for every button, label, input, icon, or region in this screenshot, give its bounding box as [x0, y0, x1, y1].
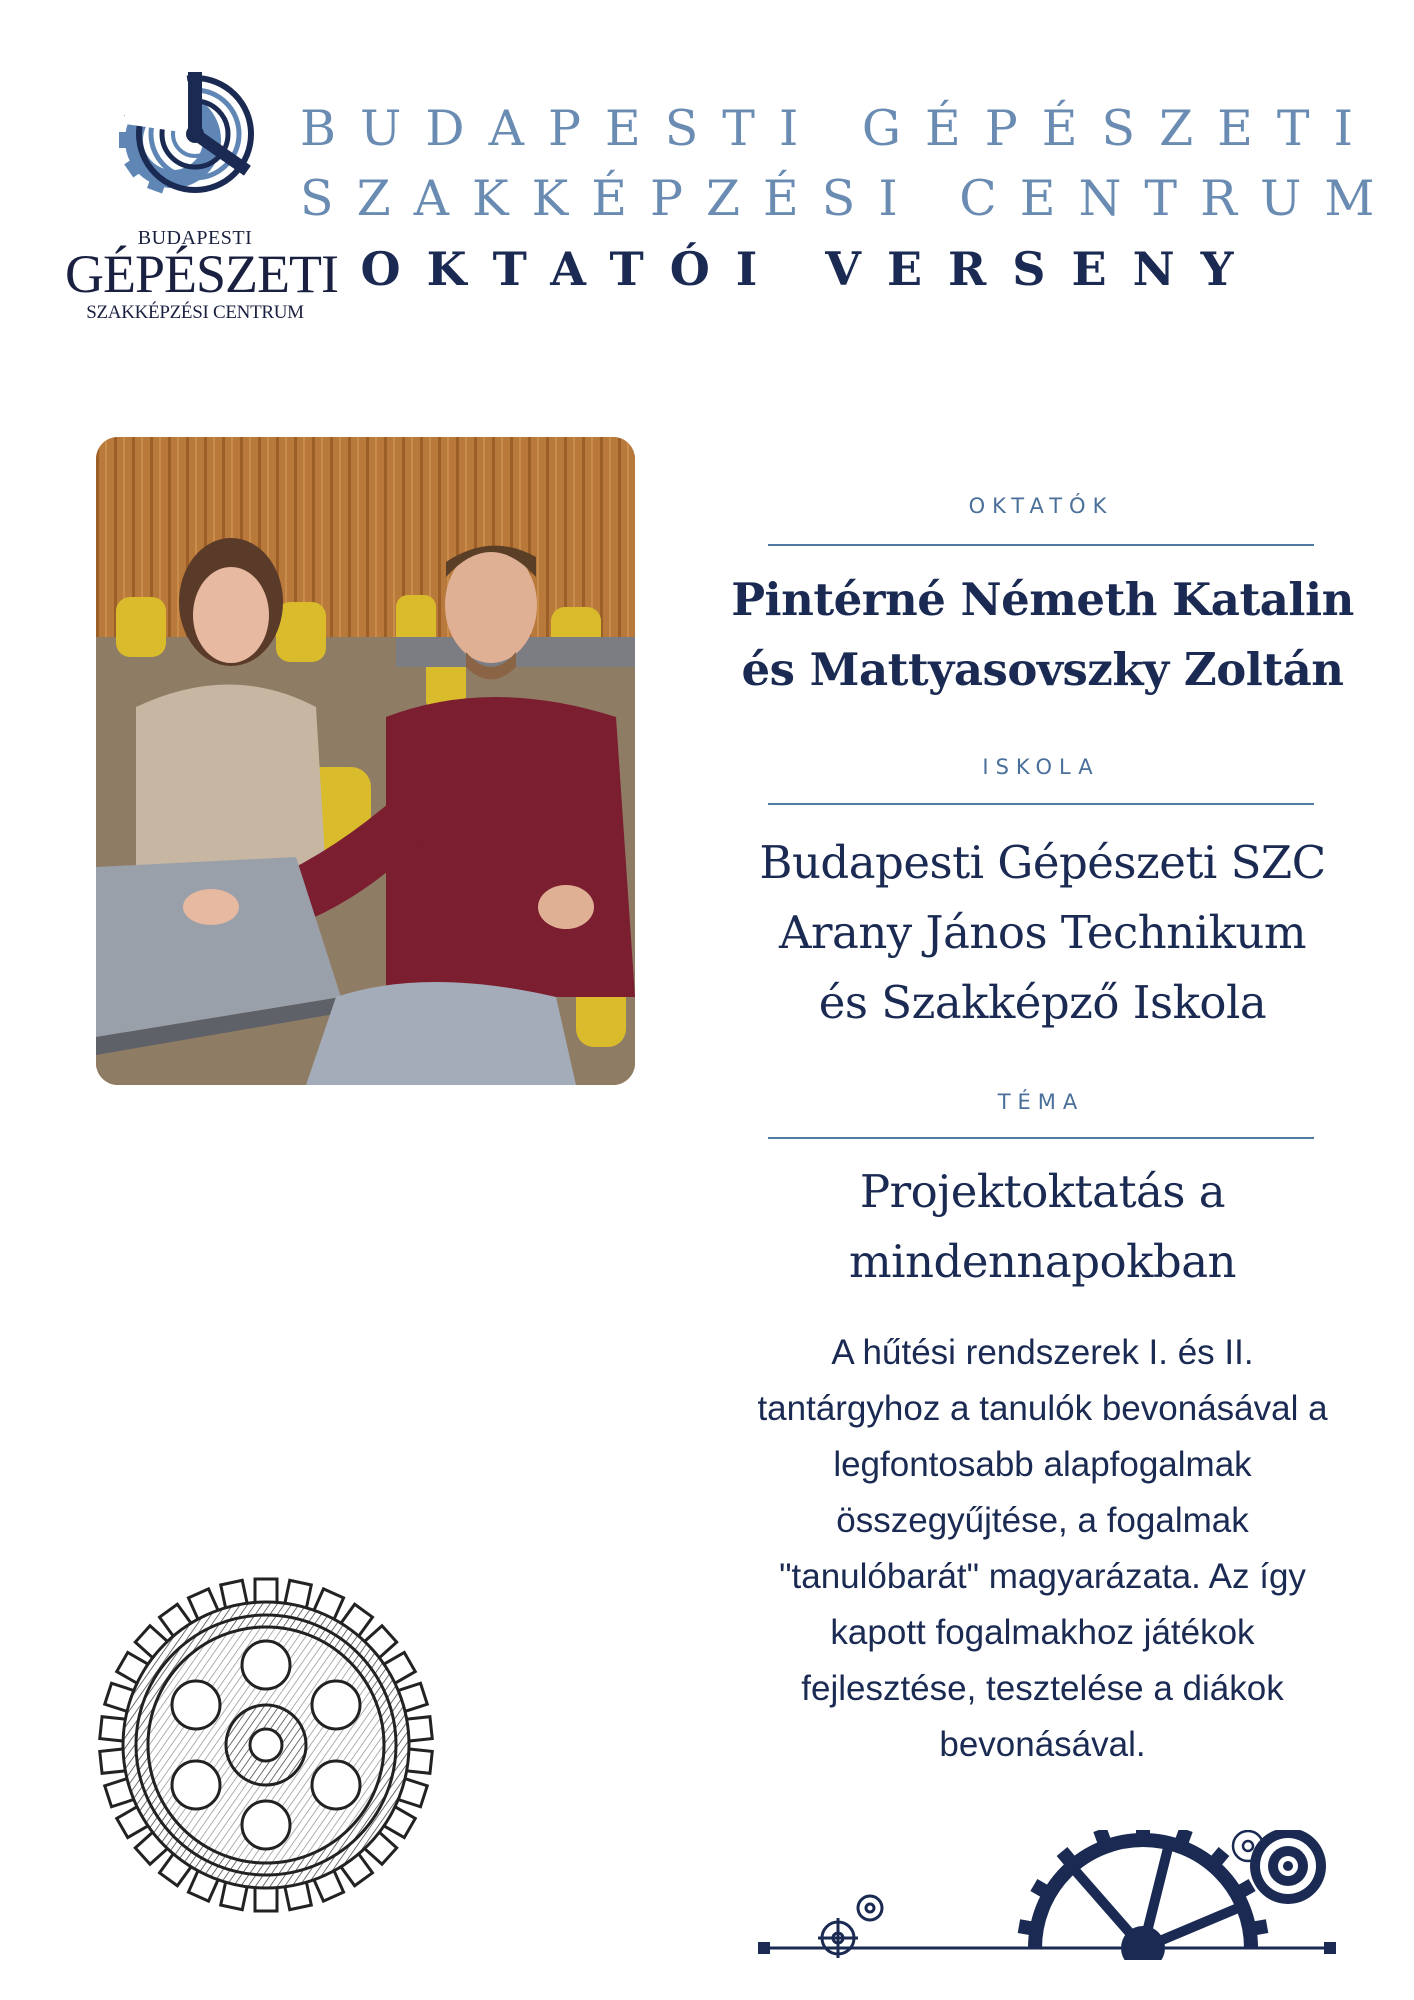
teachers-names: [715, 565, 1370, 705]
divider: [768, 803, 1314, 805]
topic-label: TÉMA: [997, 1090, 1085, 1114]
logo-text-bottom: SZAKKÉPZÉSI CENTRUM: [86, 302, 304, 323]
description-line: kapott fogalmakhoz játékok: [830, 1613, 1255, 1652]
topic-line-1: Projektoktatás a: [859, 1165, 1226, 1218]
school-line-3: és Szakképző Iskola: [818, 976, 1267, 1029]
topic-title: [715, 1157, 1370, 1297]
topic-line-2: mindennapokban: [848, 1235, 1237, 1288]
description-line: legfontosabb alapfogalmak: [833, 1445, 1252, 1484]
logo-text-top: BUDAPESTI: [137, 227, 253, 249]
description-line: tantárgyhoz a tanulók bevonásával a: [757, 1389, 1328, 1428]
description-line: összegyűjtése, a fogalmak: [836, 1501, 1249, 1540]
school-line-2: Arany János Technikum: [778, 906, 1307, 959]
teachers-label: OKTATÓK: [968, 494, 1114, 518]
description-line: A hűtési rendszerek I. és II.: [831, 1333, 1254, 1372]
divider: [768, 544, 1314, 546]
teacher-name-2: és Mattyasovszky Zoltán: [741, 643, 1344, 696]
gear-clock-logo-icon: [65, 72, 325, 232]
teacher-name-1: Pintérné Németh Katalin: [731, 573, 1354, 626]
title-line-1: BUDAPESTI GÉPÉSZETI: [300, 100, 1377, 157]
title-competition: OKTATÓI VERSENY: [360, 242, 1260, 296]
description-line: bevonásával.: [939, 1725, 1146, 1764]
description-line: "tanulóbarát" magyarázata. Az így: [779, 1557, 1306, 1596]
description-line: fejlesztése, tesztelése a diákok: [801, 1669, 1284, 1708]
school-label: ISKOLA: [982, 755, 1100, 779]
two-teachers-photo: [96, 437, 635, 1085]
organization-logo: [65, 72, 338, 332]
topic-description: [700, 1325, 1385, 1773]
school-line-1: Budapesti Gépészeti SZC: [759, 836, 1326, 889]
logo-text-main: GÉPÉSZETI: [65, 244, 338, 304]
school-name: [715, 828, 1370, 1038]
divider: [768, 1137, 1314, 1139]
gear-icon: [96, 1575, 436, 1915]
title-line-2: SZAKKÉPZÉSI CENTRUM: [300, 170, 1398, 227]
decorative-gears-icon: [758, 1830, 1338, 1960]
